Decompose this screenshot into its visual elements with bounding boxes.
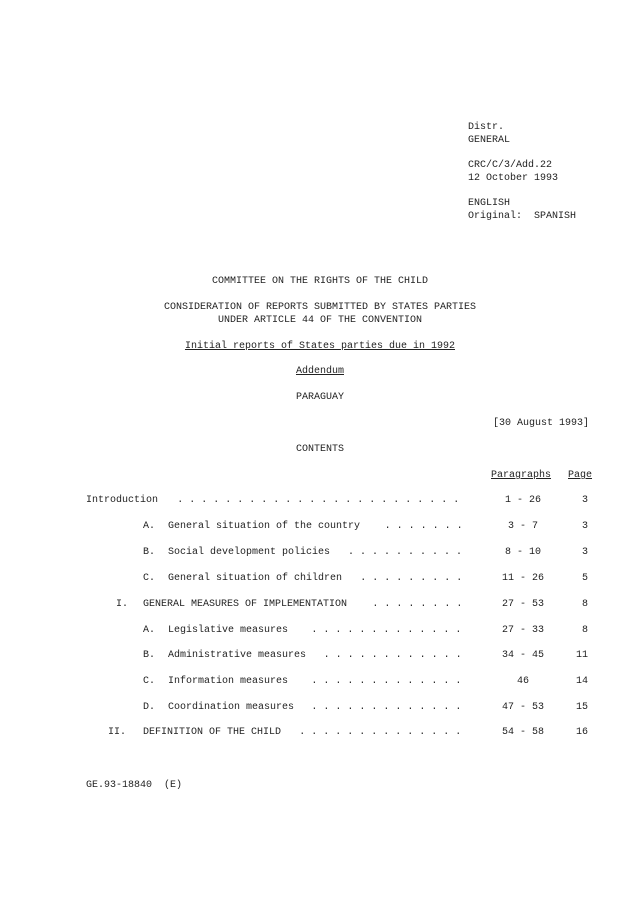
toc-chapter-number: I. — [116, 599, 129, 610]
consideration-line-1: CONSIDERATION OF REPORTS SUBMITTED BY STATES PARTIES — [163, 302, 477, 313]
toc-page-number: 11 — [575, 650, 588, 661]
toc-entry-title: DEFINITION OF THE CHILD — [143, 727, 282, 738]
toc-entry-title: Information measures — [168, 676, 289, 687]
toc-page-number: 3 — [581, 521, 588, 532]
toc-leader-dots: . . . . . . . — [384, 521, 463, 532]
toc-entry-title: Administrative measures — [168, 650, 307, 661]
toc-section-letter: A. — [143, 521, 156, 532]
toc-page-number: 8 — [581, 599, 588, 610]
toc-paragraphs: 1 - 26 — [504, 495, 541, 506]
toc-paragraphs: 11 - 26 — [501, 573, 544, 584]
document-language: ENGLISH — [468, 198, 511, 209]
toc-paragraphs: 54 - 58 — [501, 727, 544, 738]
toc-leader-dots: . . . . . . . . . . — [348, 547, 463, 558]
toc-paragraphs: 27 - 33 — [501, 625, 544, 636]
toc-page-number: 16 — [575, 727, 588, 738]
toc-page-number: 14 — [575, 676, 588, 687]
toc-section-letter: C. — [143, 676, 156, 687]
toc-section-letter: D. — [143, 702, 156, 713]
toc-leader-dots: . . . . . . . . . . . . . — [311, 676, 462, 687]
toc-leader-dots: . . . . . . . . . . . . . . — [299, 727, 462, 738]
toc-entry-title: General situation of children — [168, 573, 343, 584]
distribution-type: GENERAL — [468, 135, 511, 146]
toc-section-letter: B. — [143, 650, 156, 661]
addendum-wrap — [0, 365, 640, 378]
initial-reports-wrap — [0, 340, 640, 353]
addendum-heading: Addendum — [295, 366, 344, 377]
toc-page-number: 15 — [575, 702, 588, 713]
country-name: PARAGUAY — [295, 392, 344, 403]
committee-title: COMMITTEE ON THE RIGHTS OF THE CHILD — [211, 276, 429, 287]
toc-leader-dots: . . . . . . . . — [372, 599, 463, 610]
toc-leader-dots: . . . . . . . . . — [360, 573, 463, 584]
toc-page-number: 3 — [581, 547, 588, 558]
toc-paragraphs: 8 - 10 — [504, 547, 541, 558]
document-symbol: CRC/C/3/Add.22 — [468, 160, 553, 171]
toc-page-number: 8 — [581, 625, 588, 636]
toc-entry-title: Coordination measures — [168, 702, 295, 713]
toc-entry-title: General situation of the country — [168, 521, 361, 532]
toc-entry-title: Introduction — [86, 495, 159, 506]
toc-section-letter: C. — [143, 573, 156, 584]
page-column-header: Page — [568, 470, 593, 481]
toc-leader-dots: . . . . . . . . . . . . . . . . . . . . . . . . — [177, 495, 460, 506]
toc-chapter-number: II. — [108, 727, 127, 738]
document-date: 12 October 1993 — [468, 173, 559, 184]
toc-page-number: 5 — [581, 573, 588, 584]
toc-paragraphs: 34 - 45 — [501, 650, 544, 661]
toc-paragraphs: 46 — [516, 676, 529, 687]
consideration-line-2: UNDER ARTICLE 44 OF THE CONVENTION — [217, 315, 423, 326]
toc-leader-dots: . . . . . . . . . . . . . — [311, 702, 462, 713]
report-date: [30 August 1993] — [493, 418, 590, 429]
original-language: Original: SPANISH — [468, 211, 577, 222]
contents-heading: CONTENTS — [295, 444, 344, 455]
toc-entry-title: Social development policies — [168, 547, 331, 558]
toc-paragraphs: 3 - 7 — [507, 521, 538, 532]
toc-section-letter: B. — [143, 547, 156, 558]
toc-paragraphs: 27 - 53 — [501, 599, 544, 610]
toc-entry-title: Legislative measures — [168, 625, 289, 636]
distr-label: Distr. — [468, 122, 505, 133]
toc-leader-dots: . . . . . . . . . . . . . — [311, 625, 462, 636]
job-number: GE.93-18840 (E) — [86, 780, 183, 791]
initial-reports-heading: Initial reports of States parties due in 1992 — [184, 341, 456, 352]
toc-entry-title: GENERAL MEASURES OF IMPLEMENTATION — [143, 599, 348, 610]
toc-page-number: 3 — [581, 495, 588, 506]
toc-paragraphs: 47 - 53 — [501, 702, 544, 713]
toc-section-letter: A. — [143, 625, 156, 636]
toc-leader-dots: . . . . . . . . . . . . — [323, 650, 462, 661]
paragraphs-column-header: Paragraphs — [491, 470, 552, 481]
